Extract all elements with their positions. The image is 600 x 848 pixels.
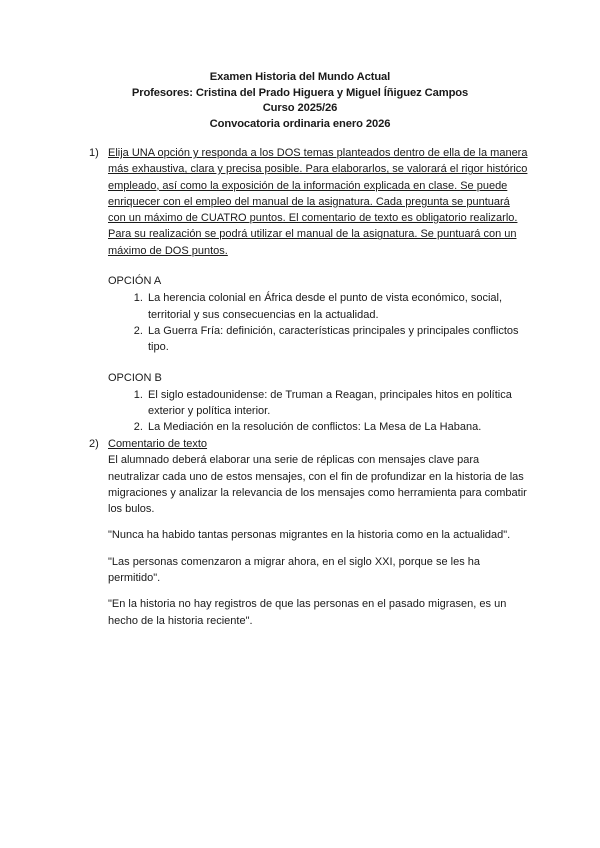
exam-course: Curso 2025/26: [262, 102, 338, 114]
exam-session: Convocatoria ordinaria enero 2026: [209, 117, 391, 130]
section-2-number: 2): [89, 438, 99, 450]
option-a-item-2: 2. La Guerra Fría: definición, características principales y principales conflictos tipo.: [146, 323, 528, 356]
exam-header: [0, 70, 600, 132]
section-2-intro: El alumnado deberá elaborar una serie de réplicas con mensajes clave para neutralizar cada uno de estos mensajes, con el fin de profundizar en la historia de las migraciones y analizar la relevancia de los mensajes como herramienta para combatir los bulos.: [108, 454, 527, 516]
quote-3: "En la historia no hay registros de que las personas en el pasado migrasen, es un hecho de la historia reciente".: [108, 598, 507, 627]
option-a-label: OPCIÓN A: [108, 275, 162, 288]
option-a-item-1: 1. La herencia colonial en África desde el punto de vista económico, social, territorial y sus consecuencias en la actualidad.: [146, 290, 528, 323]
option-b-list: [108, 387, 528, 436]
option-b-label: OPCION B: [108, 371, 162, 384]
option-b-item-2: 2. La Mediación en la resolución de conflictos: La Mesa de La Habana.: [146, 419, 528, 435]
option-b-item-1: 1. El siglo estadounidense: de Truman a Reagan, principales hitos en política exterior y política interior.: [146, 387, 528, 420]
quote-2: "Las personas comenzaron a migrar ahora, en el siglo XXI, porque se les ha permitido".: [108, 555, 481, 585]
exam-professors: Profesores: Cristina del Prado Higuera y Miguel Íñiguez Campos: [131, 86, 469, 99]
section-2-title: Comentario de texto: [108, 438, 208, 450]
option-a-list: [108, 290, 528, 355]
quote-1: "Nunca ha habido tantas personas migrantes en la historia como en la actualidad".: [108, 529, 511, 542]
exam-title: Examen Historia del Mundo Actual: [209, 71, 391, 83]
section-2-body: [108, 436, 528, 629]
section-1-body: [108, 145, 528, 436]
section-1-number: 1): [89, 147, 99, 159]
section-1-instructions: Elija UNA opción y responda a los DOS temas planteados dentro de ella de la manera más exhaustiva, clara y precisa posible. Para elaborarlos, se valorará el rigor histórico empleado, así como la exposición de la información explicada en clase. Se puede enriquecer con el empleo del manual de la asignatura. Cada pregunta se puntuará con un máximo de CUATRO puntos. El comentario de texto es obligatorio realizarlo. Para su realización se podrá utilizar el manual de la asignatura. Se puntuará con un máximo de DOS puntos.: [108, 147, 528, 257]
